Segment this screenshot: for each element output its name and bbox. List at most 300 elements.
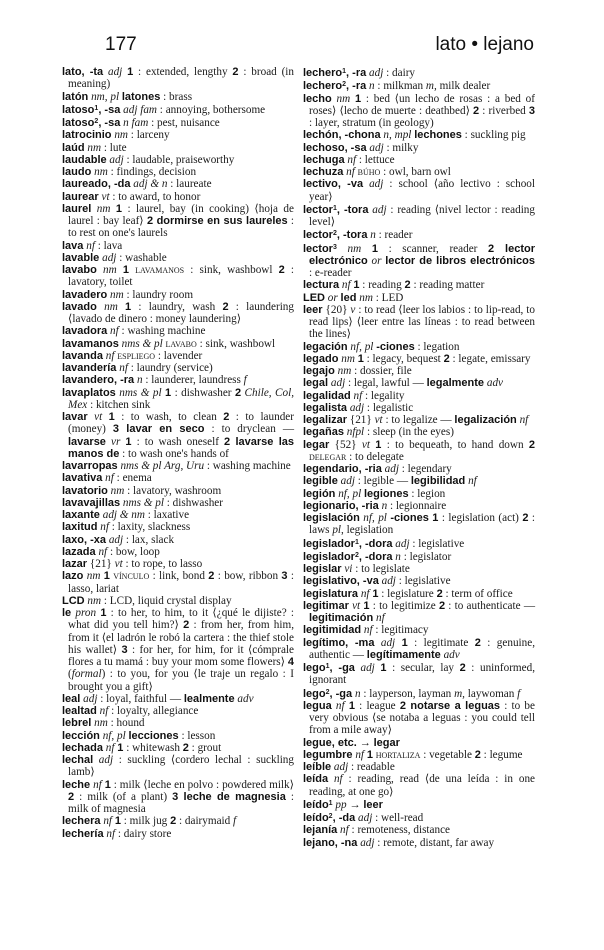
headword: leído	[303, 798, 329, 811]
headword: lector	[303, 203, 333, 216]
definition-text: : to wash, to clean	[114, 411, 224, 423]
definition-text: : to wash oneself	[131, 435, 224, 448]
dictionary-entry	[62, 558, 294, 570]
dictionary-entry	[303, 488, 535, 500]
italic-label: n	[134, 374, 143, 387]
bold-text: lector de libros electrónicos	[385, 254, 535, 267]
italic-label: adj	[366, 141, 384, 154]
dictionary-entry	[303, 79, 535, 92]
dictionary-entry	[303, 773, 535, 798]
definition-text: : to rope, to lasso	[122, 558, 203, 570]
definition-text: : findings, decision	[107, 166, 197, 178]
page-number: 177	[105, 34, 137, 55]
headword: lavaplatos	[62, 386, 116, 399]
headword: lectura	[303, 279, 340, 292]
headword: laurel	[62, 202, 92, 215]
headword: lego	[303, 687, 326, 700]
headword: lavativa	[62, 472, 103, 485]
definition-text: {52}	[329, 438, 362, 451]
definition-text: : milk of magnesia	[68, 790, 294, 815]
italic-label: nf	[97, 521, 109, 534]
definition-text: ) : to you, for you ⟨le traje un regalo : I brought you a gift⟩	[68, 668, 294, 693]
definition-text: : vegetable	[420, 748, 475, 761]
definition-text: : legislation (act)	[438, 512, 523, 524]
headword: lazada	[62, 545, 96, 558]
bold-text: 3 leche de magnesia	[172, 790, 286, 803]
dictionary-entry	[62, 374, 294, 386]
definition-text: : legate, emissary	[449, 352, 531, 365]
definition-text: : washing machine	[118, 325, 206, 338]
dictionary-entry	[62, 497, 294, 509]
bold-text: 1	[108, 411, 115, 423]
dictionary-entry	[62, 362, 294, 374]
italic-label: nf	[107, 325, 119, 338]
italic-label: adj	[80, 692, 98, 705]
dictionary-entry	[303, 402, 535, 414]
definition-text: →	[356, 736, 374, 749]
definition-text: : extended, lengthy	[133, 66, 233, 78]
headword: lectivo, -va	[303, 178, 364, 191]
bold-text: lealmente	[183, 692, 235, 705]
headword: le	[62, 607, 72, 619]
dictionary-entry	[303, 687, 535, 700]
headword: lejanía	[303, 824, 338, 837]
bold-text: 1	[103, 570, 110, 583]
headword: lechuza	[303, 166, 344, 178]
bold-text: 1	[401, 636, 408, 649]
bold-text: 1	[375, 438, 382, 451]
bold-text: 2	[474, 748, 481, 761]
bold-text: 2	[404, 279, 411, 292]
bold-text: 1	[100, 607, 107, 619]
headword: lejano, -na	[303, 836, 358, 849]
definition-text: : bed ⟨un lecho de rosas : a bed of roses⟩ ⟨lecho de muerte : deathbed⟩	[309, 92, 535, 117]
bold-text: 2	[528, 438, 535, 451]
headword: lector	[303, 242, 333, 255]
italic-label: nm	[107, 484, 125, 497]
bold-text: 3	[281, 570, 288, 583]
homograph-number: 2	[342, 81, 347, 89]
definition-text: : bow, ribbon	[214, 570, 282, 583]
definition-text: : link, bond	[149, 570, 209, 583]
definition-text: : for her, for him, for it ⟨cómprale flores a tu mamá : buy your mom some flowers⟩	[68, 643, 294, 668]
italic-label: nf	[116, 362, 128, 374]
definition-text: : laureate	[167, 178, 212, 191]
italic-label: adj	[354, 662, 381, 674]
definition-text: : dairy store	[115, 827, 172, 840]
italic-label: adj	[381, 463, 399, 475]
bold-text: 2	[278, 264, 285, 276]
italic-label: pron	[71, 607, 101, 619]
definition-text: : laxative	[144, 509, 190, 521]
headword: leída	[303, 773, 329, 786]
dictionary-entry	[62, 546, 294, 558]
italic-label: nf	[331, 699, 349, 712]
headword: latoso	[62, 103, 95, 116]
definition-text: , legislation	[341, 524, 394, 537]
definition-text: : annoying, bothersome	[157, 103, 266, 116]
dictionary-entry	[303, 178, 535, 203]
cross-reference: espliego	[114, 349, 156, 362]
definition-text: : sleep (in the eyes)	[364, 426, 454, 439]
italic-label: nf	[343, 166, 355, 178]
headword: legañas	[303, 426, 344, 439]
headword: legitimidad	[303, 624, 362, 637]
definition-text: : legionnaire	[387, 499, 447, 512]
bold-text: -ciones	[390, 512, 429, 524]
homograph-number: 1	[328, 799, 333, 807]
dictionary-entry	[303, 512, 535, 537]
italic-label: nms & pl Arg, Uru	[117, 460, 205, 472]
definition-text: : lettuce	[356, 153, 395, 166]
definition-text: : milk (of a plant)	[74, 790, 173, 803]
dictionary-entry	[62, 240, 294, 252]
headword: , -tora	[336, 229, 368, 242]
definition-text: : bow, loop	[107, 545, 160, 558]
definition-text: : to delegate	[346, 450, 404, 463]
definition-text: : reading matter	[410, 279, 485, 292]
italic-label: or	[325, 291, 341, 304]
italic-label: nf	[358, 587, 373, 600]
italic-label: adj	[378, 575, 396, 588]
dictionary-entry	[303, 749, 535, 761]
italic-label: adj	[363, 178, 384, 191]
bold-text: led	[340, 291, 357, 304]
dictionary-entry	[303, 66, 535, 79]
bold-text: legibilidad	[410, 475, 466, 488]
bold-text: 1	[104, 778, 111, 791]
dictionary-entry	[62, 178, 294, 190]
italic-label: adj	[99, 251, 117, 264]
headword: lebrel	[62, 717, 92, 730]
headword: lección	[62, 729, 100, 742]
bold-text: 1	[432, 512, 439, 524]
headword: lavado	[62, 300, 97, 313]
definition-text: : sink, washbowl	[196, 337, 276, 350]
headword: legal	[303, 377, 329, 390]
bold-text: latones	[121, 90, 161, 103]
dictionary-entry	[62, 289, 294, 301]
definition-text: : reading, read ⟨de una leída : in one reading, at one go⟩	[309, 773, 536, 798]
dictionary-entry	[62, 129, 294, 141]
italic-label: nf, pl	[347, 340, 377, 353]
dictionary-entry	[303, 166, 535, 178]
definition-text: : to bequeath, to hand down	[381, 438, 529, 451]
definition-text: : brass	[160, 90, 193, 103]
bold-text: legar	[373, 736, 400, 749]
definition-text: : to legalize —	[382, 414, 455, 426]
italic-label: n	[378, 499, 388, 512]
dictionary-entry	[62, 66, 294, 91]
cross-reference: vínculo	[109, 570, 150, 583]
dictionary-entry	[62, 521, 294, 533]
definition-text: : lax, slack	[123, 533, 175, 546]
dictionary-entry	[62, 754, 294, 779]
definition-text: : legislature	[378, 587, 437, 600]
bold-text: 2	[232, 66, 239, 78]
headword: lavavajillas	[62, 496, 121, 509]
italic-label: nm	[338, 352, 358, 365]
homograph-number: 1	[325, 663, 330, 670]
dictionary-entry	[303, 203, 535, 229]
italic-label: adj fam	[120, 103, 157, 116]
bold-text: 1	[122, 264, 129, 276]
definition-text: : to wash one's hands of	[119, 447, 229, 460]
dictionary-entry	[303, 563, 535, 575]
definition-text: : secular, lay	[386, 662, 460, 674]
headword: lego	[303, 662, 326, 674]
italic-label: nm	[91, 202, 116, 215]
italic-label: adv	[484, 377, 503, 390]
headword: , -dora	[358, 550, 393, 563]
headword: legumbre	[303, 748, 353, 761]
definition-text: : milkman	[374, 80, 426, 93]
bold-text: 2	[436, 587, 443, 600]
headword: lazo	[62, 570, 84, 583]
dictionary-entry	[303, 700, 535, 737]
italic-label: pp	[332, 798, 347, 811]
bold-text: 2	[443, 352, 450, 365]
italic-label: nf	[102, 741, 118, 754]
definition-text: : milky	[383, 141, 419, 154]
definition-text: : e-reader	[309, 267, 352, 279]
definition-text: (	[68, 668, 72, 681]
italic-label: m,	[425, 80, 437, 93]
italic-label: vr	[105, 435, 126, 448]
dictionary-entry	[303, 550, 535, 563]
dictionary-entry	[303, 414, 535, 426]
bold-text: 2 lector electrónico	[309, 242, 535, 267]
definition-text: : legislator	[400, 550, 452, 563]
headword: leíble	[303, 761, 332, 773]
definition-text: : well-read	[372, 812, 424, 824]
bold-text: lavarse	[68, 435, 106, 448]
headword: laudo	[62, 166, 92, 178]
right-column	[303, 66, 535, 849]
bold-text: 2	[438, 599, 446, 612]
definition-text: : suckling pig	[461, 129, 526, 142]
definition-text: : uninformed, ignorant	[309, 662, 535, 687]
definition-text: : laundry room	[123, 288, 194, 301]
cross-reference: delegar	[309, 450, 347, 463]
dictionary-entry	[303, 811, 535, 824]
headword: lechal	[62, 754, 94, 766]
headword: lavandero, -ra	[62, 374, 135, 387]
definition-text: : suckling ⟨cordero lechal : suckling lamb⟩	[68, 754, 294, 779]
definition-text: {21}	[87, 558, 115, 570]
headword: lecho	[303, 92, 332, 105]
definition-text: : grout	[188, 741, 222, 754]
italic-label: adv	[440, 648, 460, 661]
italic-label: vt	[348, 599, 364, 612]
headword: lavarropas	[62, 460, 118, 472]
bold-text: 1	[353, 279, 360, 292]
bold-text: 2	[473, 104, 480, 117]
italic-label: nms & pl	[120, 496, 164, 509]
dictionary-entry	[303, 537, 535, 550]
dictionary-entry	[303, 624, 535, 636]
dictionary-entry	[62, 142, 294, 154]
definition-text: : scanner, reader	[377, 242, 489, 255]
headword: legar	[303, 438, 330, 451]
definition-text: : reader	[375, 229, 413, 242]
bold-text: leer	[363, 798, 383, 811]
italic-label: vt	[374, 414, 383, 426]
dictionary-entry	[303, 365, 535, 377]
headword: lavabo	[62, 264, 97, 276]
dictionary-entry	[62, 472, 294, 484]
bold-text: 1	[114, 815, 121, 828]
headword: lechería	[62, 827, 104, 840]
italic-label: adj	[357, 836, 375, 849]
italic-label: nm	[96, 264, 123, 276]
italic-label: nf	[90, 778, 105, 791]
bold-text: 2	[222, 300, 229, 313]
italic-label: nm	[96, 300, 126, 313]
dictionary-entry	[62, 779, 294, 816]
italic-label: nf	[95, 545, 108, 558]
bold-text: lechones	[414, 129, 462, 142]
dictionary-entry	[62, 116, 294, 129]
definition-text: : to launder (money)	[68, 411, 294, 436]
dictionary-entry	[62, 607, 294, 693]
italic-label: nf	[465, 475, 477, 488]
italic-label: f	[243, 374, 247, 387]
headword: , -ra	[346, 80, 367, 93]
headword: laudable	[62, 153, 107, 166]
definition-text: : dishwasher	[163, 496, 223, 509]
italic-label: adj	[106, 533, 124, 546]
definition-text: : from her, from him, from it ⟨el ladrón le robó la cartera : the thief stole his wallet⟩	[68, 619, 294, 656]
headword: laurear	[62, 190, 99, 203]
headword: lechada	[62, 741, 103, 754]
definition-text: : dishwasher	[171, 386, 235, 399]
bold-text: 1	[371, 242, 378, 255]
italic-label: v	[350, 303, 356, 316]
italic-label: nm	[336, 242, 372, 255]
bold-text: legalmente	[426, 377, 485, 390]
headword: lechoso, -sa	[303, 141, 367, 154]
italic-label: nf	[83, 239, 95, 252]
dictionary-entry	[62, 191, 294, 203]
dictionary-entry	[303, 824, 535, 836]
homograph-number: 2	[94, 118, 99, 125]
definition-text: : term of office	[442, 587, 513, 600]
headword: legalista	[303, 401, 348, 414]
italic-label: nf, pl	[359, 512, 391, 524]
dictionary-entry	[303, 377, 535, 389]
bold-text: 1	[372, 587, 379, 600]
bold-text: 1	[380, 662, 387, 674]
definition-text: : legume	[480, 748, 523, 761]
definition-text: : legitimacy	[372, 624, 429, 637]
cross-reference: lavamanos	[128, 264, 185, 276]
italic-label: formal	[71, 668, 102, 681]
definition-text: : laundry, wash	[131, 300, 223, 313]
headword: legislatura	[303, 587, 359, 600]
italic-label: nm	[111, 129, 128, 142]
definition-text: : legalistic	[364, 401, 414, 414]
headword: leche	[62, 778, 91, 791]
definition-text: : laundry (service)	[127, 362, 213, 374]
homograph-number: 3	[332, 243, 337, 251]
cross-reference: búho	[354, 166, 381, 178]
italic-label: n, mpl	[380, 129, 415, 142]
italic-label: nf	[337, 824, 349, 837]
definition-text: : dairy	[383, 67, 416, 79]
dictionary-entry	[303, 142, 535, 154]
dictionary-entry	[303, 575, 535, 587]
definition-text: : to legitimize	[369, 599, 439, 612]
bold-text: -ciones	[376, 340, 415, 353]
cross-reference: lavabo	[162, 337, 197, 350]
headword: leal	[62, 692, 81, 705]
dictionary-entry	[62, 154, 294, 166]
definition-text: : legitimate	[407, 636, 475, 649]
definition-text: : lesson	[178, 729, 216, 742]
italic-label: f	[233, 815, 237, 828]
definition-text: : loyal, faithful —	[97, 692, 184, 705]
definition-text: : riverbed	[479, 104, 529, 117]
italic-label: nf	[328, 773, 343, 786]
italic-label: nm	[356, 291, 373, 304]
italic-label: nf	[361, 624, 373, 637]
italic-label: nm	[331, 92, 355, 105]
headword: legendario, -ria	[303, 463, 382, 475]
dictionary-entry	[303, 600, 535, 625]
italic-label: pl	[332, 524, 342, 537]
bold-text: 2 lavarse las manos de	[68, 435, 294, 460]
bold-text: legitimación	[309, 612, 374, 624]
headword: laúd	[62, 141, 85, 154]
dictionary-entry	[303, 637, 535, 662]
italic-label: nf, pl	[335, 487, 364, 500]
definition-text: : legality	[362, 389, 405, 402]
italic-label: vi	[341, 563, 353, 575]
definition-text: : laurel, bay (in cooking) ⟨hoja de laurel : bay leaf⟩	[68, 202, 294, 227]
dictionary-entry	[62, 91, 294, 103]
headword: lavanda	[62, 349, 103, 362]
italic-label: adj & n	[130, 178, 168, 191]
dictionary-entry	[303, 242, 535, 280]
bold-text: 2	[522, 512, 529, 524]
italic-label: nm	[83, 570, 104, 583]
dictionary-entry	[303, 661, 535, 687]
italic-label: adj	[103, 66, 128, 78]
definition-text: : LED	[372, 291, 404, 304]
dictionary-entry	[303, 837, 535, 849]
guide-words: lato • lejano	[435, 34, 534, 55]
bold-text: 1	[357, 352, 364, 365]
definition-text: : legislative	[409, 537, 465, 550]
italic-label: n	[352, 687, 361, 700]
homograph-number: 2	[328, 813, 333, 820]
headword: legislar	[303, 563, 342, 575]
cross-reference: hortaliza	[372, 748, 421, 761]
headword: , -dora	[358, 537, 393, 550]
headword: lavadero	[62, 288, 108, 301]
definition-text: : to read ⟨leer los labios : to lip-read, to read lips⟩ ⟨leer entre las líneas : to read between the lines⟩	[309, 303, 535, 341]
definition-text: milk dealer	[436, 80, 491, 93]
headword: lechón, -chona	[303, 129, 381, 142]
definition-text: : reading ⟨nivel lector : reading level⟩	[309, 203, 535, 228]
dictionary-entry	[62, 815, 294, 827]
definition-text: : laws	[309, 512, 536, 537]
definition-text: : lava	[94, 239, 123, 252]
italic-label: n	[366, 80, 375, 93]
dictionary-entry	[303, 154, 535, 166]
definition-text: : laudable, praiseworthy	[123, 153, 235, 166]
